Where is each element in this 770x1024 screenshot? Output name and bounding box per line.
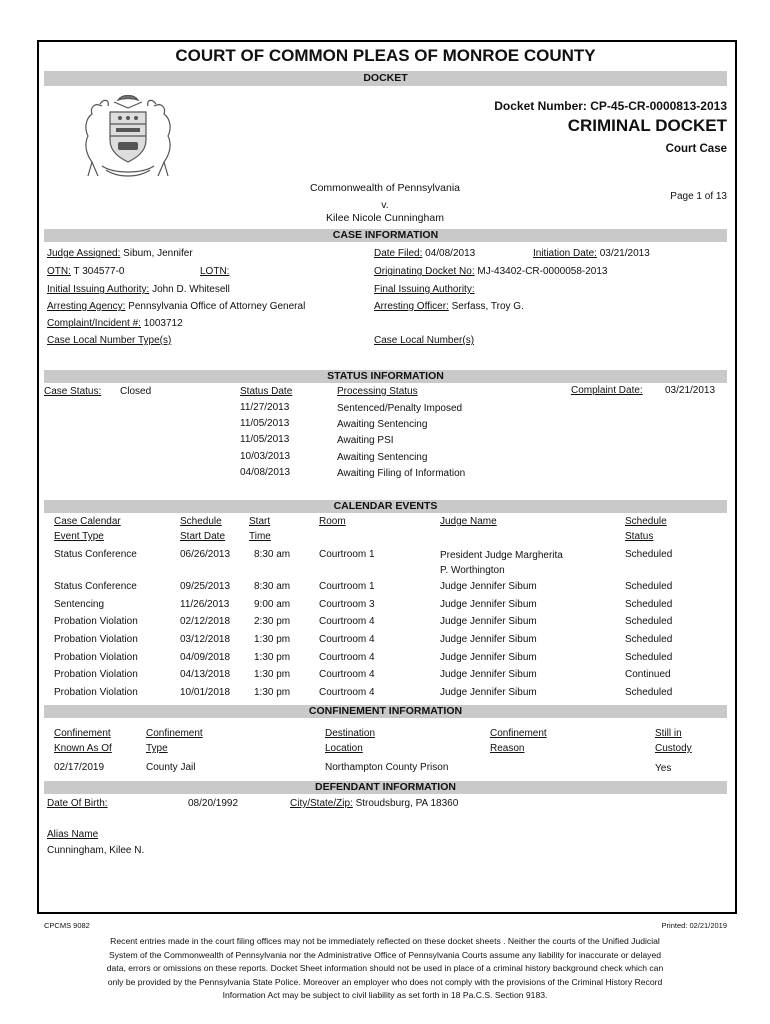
conf-header-dest-2: Location — [325, 743, 363, 754]
case-status-value: Closed — [120, 386, 152, 397]
cal-start-time: 2:30 pm — [254, 616, 291, 627]
pennsylvania-seal-icon — [72, 92, 184, 180]
cal-start-time: 1:30 pm — [254, 669, 291, 680]
conf-known-as-of: 02/17/2019 — [54, 762, 105, 773]
cal-start-date: 04/09/2018 — [180, 652, 231, 663]
court-name: COURT OF COMMON PLEAS OF MONROE COUNTY — [175, 46, 596, 65]
disclaimer-line: only be provided by the Pennsylvania State Police. Moreover an employer who does not comply with the provisions of the Criminal History Record — [107, 976, 663, 987]
cal-room: Courtroom 4 — [319, 652, 375, 663]
cal-header-time: Start — [249, 516, 271, 527]
versus: v. — [381, 199, 389, 211]
judge-assigned: Judge Assigned: Sibum, Jennifer — [47, 248, 193, 259]
date-filed: Date Filed: 04/08/2013 — [374, 248, 476, 259]
processing-status: Awaiting Filing of Information — [337, 468, 466, 479]
arresting-agency: Arresting Agency: Pennsylvania Office of Attorney General — [47, 301, 306, 312]
cal-judge: Judge Jennifer Sibum — [440, 687, 537, 698]
docket-number: Docket Number: CP-45-CR-0000813-2013 — [494, 99, 727, 113]
cal-status: Continued — [625, 669, 671, 680]
arresting-officer: Arresting Officer: Serfass, Troy G. — [374, 301, 524, 312]
case-type: Court Case — [665, 143, 727, 155]
cal-room: Courtroom 1 — [319, 581, 375, 592]
cal-event-type: Probation Violation — [54, 634, 138, 645]
cal-start-time: 1:30 pm — [254, 634, 291, 645]
cal-judge-cont: P. Worthington — [440, 565, 505, 576]
cal-status: Scheduled — [625, 652, 673, 663]
docket-bar: DOCKET — [44, 71, 727, 86]
initiation-date: Initiation Date: 03/21/2013 — [533, 248, 650, 259]
cal-start-date: 03/12/2018 — [180, 634, 231, 645]
cal-room: Courtroom 4 — [319, 634, 375, 645]
cal-event-type: Status Conference — [54, 549, 137, 560]
cal-header-status: Schedule — [625, 516, 667, 527]
plaintiff: Commonwealth of Pennsylvania — [310, 182, 460, 194]
cal-event-type: Probation Violation — [54, 652, 138, 663]
originating-docket: Originating Docket No: MJ-43402-CR-0000058-2013 — [374, 266, 608, 277]
cal-header-judge: Judge Name — [440, 516, 497, 527]
alias-name-label: Alias Name — [47, 829, 99, 840]
cal-start-time: 8:30 am — [254, 581, 291, 592]
defendant-name: Kilee Nicole Cunningham — [326, 212, 444, 224]
processing-status: Awaiting Sentencing — [337, 452, 428, 463]
conf-header-dest: Destination — [325, 728, 376, 739]
cal-start-date: 10/01/2018 — [180, 687, 231, 698]
conf-header-known: Confinement — [54, 728, 111, 739]
complaint-incident: Complaint/Incident #: 1003712 — [47, 318, 183, 329]
cal-header-time-2: Time — [249, 531, 271, 542]
defendant-information-bar: DEFENDANT INFORMATION — [44, 781, 727, 794]
cal-start-date: 02/12/2018 — [180, 616, 231, 627]
cal-start-date: 04/13/2018 — [180, 669, 231, 680]
cal-event-type: Status Conference — [54, 581, 137, 592]
status-date: 11/05/2013 — [240, 418, 290, 429]
cal-start-time: 1:30 pm — [254, 652, 291, 663]
cal-event-type: Probation Violation — [54, 687, 138, 698]
processing-status-header: Processing Status — [337, 386, 418, 397]
docket-type: CRIMINAL DOCKET — [567, 116, 727, 135]
complaint-date-label: Complaint Date: — [571, 385, 643, 396]
dob-value: 08/20/1992 — [188, 798, 239, 809]
cal-header-type-2: Event Type — [54, 531, 104, 542]
printed-date: Printed: 02/21/2019 — [661, 921, 727, 930]
calendar-events-bar: CALENDAR EVENTS — [44, 500, 727, 513]
status-date: 11/05/2013 — [240, 434, 290, 445]
cal-start-date: 11/26/2013 — [180, 599, 230, 610]
status-date: 10/03/2013 — [240, 451, 291, 462]
cal-status: Scheduled — [625, 599, 673, 610]
confinement-information-bar: CONFINEMENT INFORMATION — [44, 705, 727, 718]
cal-event-type: Sentencing — [54, 599, 105, 610]
conf-header-reason-2: Reason — [490, 743, 525, 754]
cal-status: Scheduled — [625, 687, 673, 698]
cal-start-time: 1:30 pm — [254, 687, 291, 698]
page-indicator: Page 1 of 13 — [670, 191, 727, 202]
conf-still-in-custody: Yes — [655, 763, 672, 774]
cal-room: Courtroom 3 — [319, 599, 375, 610]
disclaimer — [80, 935, 690, 1003]
lotn-label: LOTN: — [200, 266, 230, 277]
cal-status: Scheduled — [625, 634, 673, 645]
status-date: 04/08/2013 — [240, 467, 291, 478]
cal-judge: Judge Jennifer Sibum — [440, 581, 537, 592]
conf-header-type-2: Type — [146, 743, 168, 754]
case-information-bar: CASE INFORMATION — [44, 229, 727, 242]
cal-judge: Judge Jennifer Sibum — [440, 652, 537, 663]
city-state-zip: City/State/Zip: Stroudsburg, PA 18360 — [290, 798, 459, 809]
disclaimer-line: data, errors or omissions on these reports. Docket Sheet information should not be used in place of a criminal history background check which can — [106, 963, 664, 974]
conf-destination: Northampton County Prison — [325, 762, 449, 773]
status-information-bar: STATUS INFORMATION — [44, 370, 727, 383]
cal-event-type: Probation Violation — [54, 669, 138, 680]
cal-start-time: 8:30 am — [254, 549, 291, 560]
initial-issuing-authority: Initial Issuing Authority: John D. Whitesell — [47, 284, 230, 295]
cal-room: Courtroom 4 — [319, 616, 375, 627]
cal-start-date: 06/26/2013 — [180, 549, 231, 560]
cal-status: Scheduled — [625, 549, 673, 560]
cal-judge: President Judge Margherita — [440, 550, 563, 561]
dob-label: Date Of Birth: — [47, 798, 108, 809]
cal-start-date: 09/25/2013 — [180, 581, 231, 592]
final-issuing-authority: Final Issuing Authority: — [374, 284, 475, 295]
status-date-header: Status Date — [240, 386, 293, 397]
cal-judge: Judge Jennifer Sibum — [440, 634, 537, 645]
cal-judge: Judge Jennifer Sibum — [440, 616, 537, 627]
cal-start-time: 9:00 am — [254, 599, 291, 610]
case-local-numbers: Case Local Number(s) — [374, 335, 475, 346]
cal-header-date: Schedule — [180, 516, 222, 527]
cal-room: Courtroom 1 — [319, 549, 375, 560]
cal-header-room: Room — [319, 516, 346, 527]
case-local-number-type: Case Local Number Type(s) — [47, 335, 172, 346]
complaint-date-value: 03/21/2013 — [665, 385, 716, 396]
cal-header-status-2: Status — [625, 531, 654, 542]
cal-room: Courtroom 4 — [319, 687, 375, 698]
conf-header-reason: Confinement — [490, 728, 547, 739]
cal-judge: Judge Jennifer Sibum — [440, 599, 537, 610]
conf-header-type: Confinement — [146, 728, 203, 739]
conf-header-custody-2: Custody — [655, 743, 692, 754]
processing-status: Awaiting Sentencing — [337, 419, 428, 430]
cal-judge: Judge Jennifer Sibum — [440, 669, 537, 680]
cal-event-type: Probation Violation — [54, 616, 138, 627]
disclaimer-line: System of the Commonwealth of Pennsylvania nor the Administrative Office of Pennsylvania Courts assume any liability for inaccurate or delayed — [108, 949, 662, 960]
conf-header-known-2: Known As Of — [54, 743, 112, 754]
conf-type: County Jail — [146, 762, 196, 773]
alias-name-value: Cunningham, Kilee N. — [47, 845, 145, 856]
processing-status: Sentenced/Penalty Imposed — [337, 403, 463, 414]
disclaimer-line: Information Act may be subject to civil liability as set forth in 18 Pa.C.S. Section 9183. — [222, 990, 548, 1001]
cal-header-type: Case Calendar — [54, 516, 121, 527]
otn: OTN: T 304577-0 — [47, 266, 125, 277]
cal-room: Courtroom 4 — [319, 669, 375, 680]
status-date: 11/27/2013 — [240, 402, 290, 413]
processing-status: Awaiting PSI — [337, 435, 394, 446]
cal-status: Scheduled — [625, 581, 673, 592]
form-id: CPCMS 9082 — [44, 921, 90, 930]
disclaimer-line: Recent entries made in the court filing offices may not be immediately reflected on these docket sheets . Neither the courts of the Unified Judicial — [110, 936, 660, 946]
conf-header-custody: Still in — [655, 728, 682, 739]
case-status-label: Case Status: — [44, 386, 102, 397]
cal-header-date-2: Start Date — [180, 531, 226, 542]
cal-status: Scheduled — [625, 616, 673, 627]
